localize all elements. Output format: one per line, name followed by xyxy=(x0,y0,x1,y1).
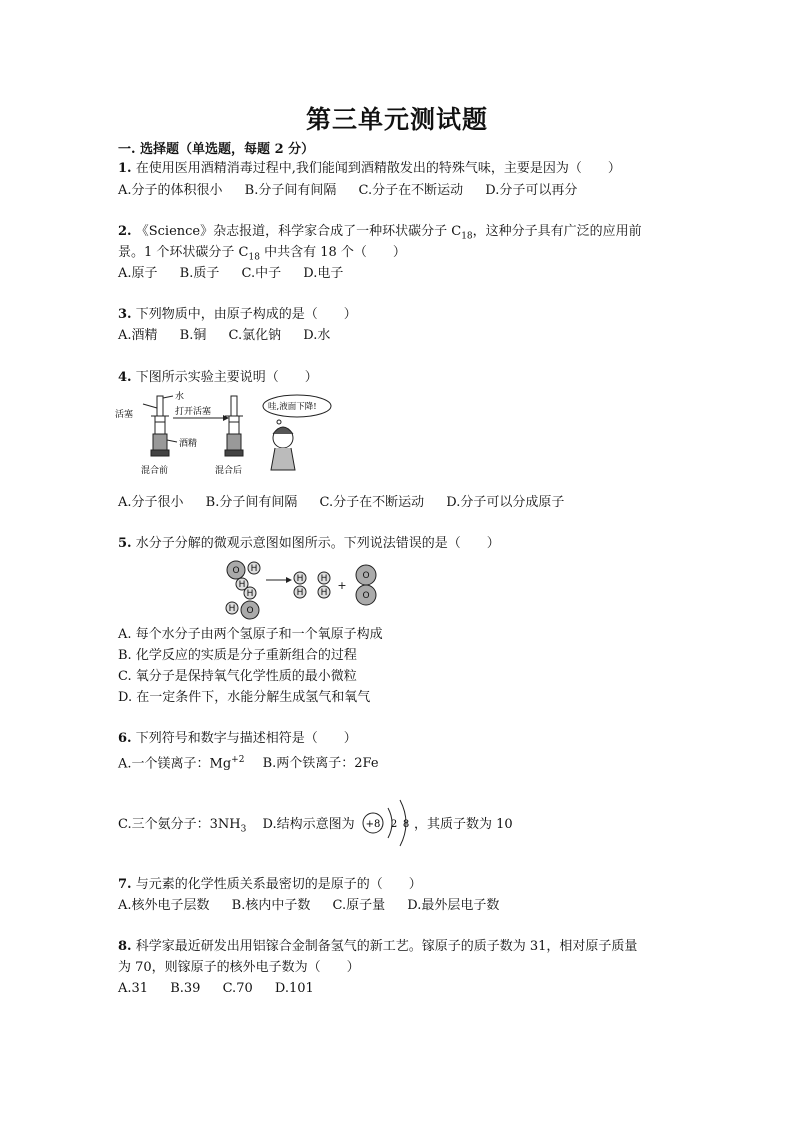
question-number: 6. xyxy=(118,731,132,746)
person-illustration xyxy=(271,427,295,470)
question-number: 5. xyxy=(118,536,132,551)
question-text: 在使用医用酒精消毒过程中,我们能闻到酒精散发出的特殊气味，主要是因为（ ） xyxy=(135,161,621,176)
question-number: 2. xyxy=(118,224,132,239)
option-b: B. 化学反应的实质是分子重新组合的过程 xyxy=(118,648,357,663)
atom-o: O xyxy=(232,566,240,576)
option-a: A.原子 xyxy=(118,266,158,281)
after-label: 混合后 xyxy=(215,466,243,476)
option-c: C.中子 xyxy=(241,266,282,281)
option-b: B.39 xyxy=(170,981,201,996)
atom-h: H xyxy=(228,604,236,614)
question-number: 4. xyxy=(118,370,132,385)
option-c: C.70 xyxy=(222,981,253,996)
question-text-cont: 中共含有 18 个（ ） xyxy=(259,245,406,260)
question-number: 1. xyxy=(118,161,132,176)
question-8 xyxy=(118,938,637,956)
question-4 xyxy=(118,369,318,387)
question-6 xyxy=(118,730,357,748)
alcohol-label: 酒精 xyxy=(179,439,198,449)
question-2-line2 xyxy=(118,244,406,267)
mixing-experiment-figure xyxy=(115,390,335,482)
option-b: B.铜 xyxy=(179,328,207,343)
stopcock-label: 活塞 xyxy=(115,410,134,420)
question-text: 下图所示实验主要说明（ ） xyxy=(135,370,318,385)
nucleus-charge: +8 xyxy=(365,819,381,830)
option-d: D.分子可以分成原子 xyxy=(446,495,565,510)
question-8-line2: 为 70，则镓原子的核外电子数为（ ） xyxy=(118,960,360,975)
question-7-options xyxy=(118,897,517,915)
shell-2-electrons: 8 xyxy=(402,819,410,830)
subscript: 18 xyxy=(461,231,473,242)
question-3 xyxy=(118,306,357,324)
option-d-tail: ，其质子数为 10 xyxy=(414,817,513,832)
atom-h: H xyxy=(246,589,254,599)
option-c: C.氯化钠 xyxy=(228,328,282,343)
atom-h: H xyxy=(320,588,328,598)
apparatus-after xyxy=(225,396,243,456)
option-b: B.分子间有间隔 xyxy=(244,183,337,198)
option-c: C.分子在不断运动 xyxy=(319,495,425,510)
question-7 xyxy=(118,876,422,894)
water-decomposition-figure xyxy=(220,558,390,624)
section-heading: 一. 选择题（单选题，每题 2 分） xyxy=(118,142,315,157)
option-a: A.一个镁离子：Mg xyxy=(118,756,232,772)
question-text: 水分子分解的微观示意图如图所示。下列说法错误的是（ ） xyxy=(135,536,500,551)
subscript: 18 xyxy=(248,252,260,263)
atomic-structure-diagram xyxy=(358,796,414,850)
apparatus-before xyxy=(143,396,177,456)
option-a: A. 每个水分子由两个氢原子和一个氧原子构成 xyxy=(118,627,383,642)
question-5 xyxy=(118,535,500,553)
question-6-options-ab xyxy=(118,751,379,773)
question-8-options xyxy=(118,980,332,998)
question-6-options-cd xyxy=(118,816,355,839)
subscript: 3 xyxy=(240,824,247,835)
option-a: A.分子很小 xyxy=(118,495,184,510)
option-c: C.分子在不断运动 xyxy=(358,183,464,198)
page-title: 第三单元测试题 xyxy=(305,105,488,134)
option-d: D.电子 xyxy=(303,266,344,281)
option-c: C. 氧分子是保持氧气化学性质的最小微粒 xyxy=(118,669,357,684)
option-a: A.分子的体积很小 xyxy=(118,183,223,198)
atom-h: H xyxy=(320,574,328,584)
before-label: 混合前 xyxy=(141,466,169,476)
option-d: D.分子可以再分 xyxy=(485,183,578,198)
atom-h: H xyxy=(250,564,258,574)
option-a: A.31 xyxy=(118,981,149,996)
question-text: 与元素的化学性质关系最密切的是原子的（ ） xyxy=(135,877,422,892)
question-number: 7. xyxy=(118,877,132,892)
question-2 xyxy=(118,223,642,246)
question-1 xyxy=(118,160,621,178)
question-4-options xyxy=(118,494,582,512)
option-b: B.质子 xyxy=(179,266,220,281)
option-d: D. 在一定条件下，水能分解生成氢气和氧气 xyxy=(118,690,371,705)
question-1-options xyxy=(118,182,595,200)
option-d: D.最外层电子数 xyxy=(407,898,500,913)
arrow-head xyxy=(286,577,292,583)
shell-1-electrons: 2 xyxy=(390,819,398,830)
question-text: 《Science》杂志报道，科学家合成了一种环状碳分子 C xyxy=(135,224,462,239)
open-stopcock-label: 打开活塞 xyxy=(175,407,212,417)
option-c: C.三个氨分子：3NH xyxy=(118,817,241,832)
option-b: B.分子间有间隔 xyxy=(205,495,298,510)
atom-o: O xyxy=(362,571,370,581)
question-text: 景。1 个环状碳分子 C xyxy=(118,245,249,260)
option-b: B.两个铁离子：2Fe xyxy=(262,756,379,772)
question-number: 3. xyxy=(118,307,132,322)
atom-h: H xyxy=(296,588,304,598)
option-a: A.核外电子层数 xyxy=(118,898,210,913)
question-text: 下列物质中，由原子构成的是（ ） xyxy=(135,307,357,322)
water-label: 水 xyxy=(175,392,185,402)
plus-sign: + xyxy=(337,579,347,592)
superscript: +2 xyxy=(231,755,245,765)
option-d: D.结构示意图为 xyxy=(262,817,355,832)
atom-o: O xyxy=(246,606,254,616)
option-c: C.原子量 xyxy=(332,898,386,913)
bubble-text: 哇,液面下降! xyxy=(268,402,317,412)
atom-h: H xyxy=(238,580,246,590)
question-number: 8. xyxy=(118,939,132,954)
question-text: 科学家最近研发出用铝镓合金制备氢气的新工艺。镓原子的质子数为 31，相对原子质量 xyxy=(135,939,638,954)
question-2-options xyxy=(118,265,361,283)
question-3-options xyxy=(118,327,348,345)
option-a: A.酒精 xyxy=(118,328,158,343)
question-text: 下列符号和数字与描述相符是（ ） xyxy=(135,731,357,746)
option-d: D.水 xyxy=(303,328,331,343)
question-text-cont: ，这种分子具有广泛的应用前 xyxy=(472,224,642,239)
option-d: D.101 xyxy=(274,981,314,996)
atom-o: O xyxy=(362,591,370,601)
option-b: B.核内中子数 xyxy=(231,898,311,913)
atom-h: H xyxy=(296,574,304,584)
